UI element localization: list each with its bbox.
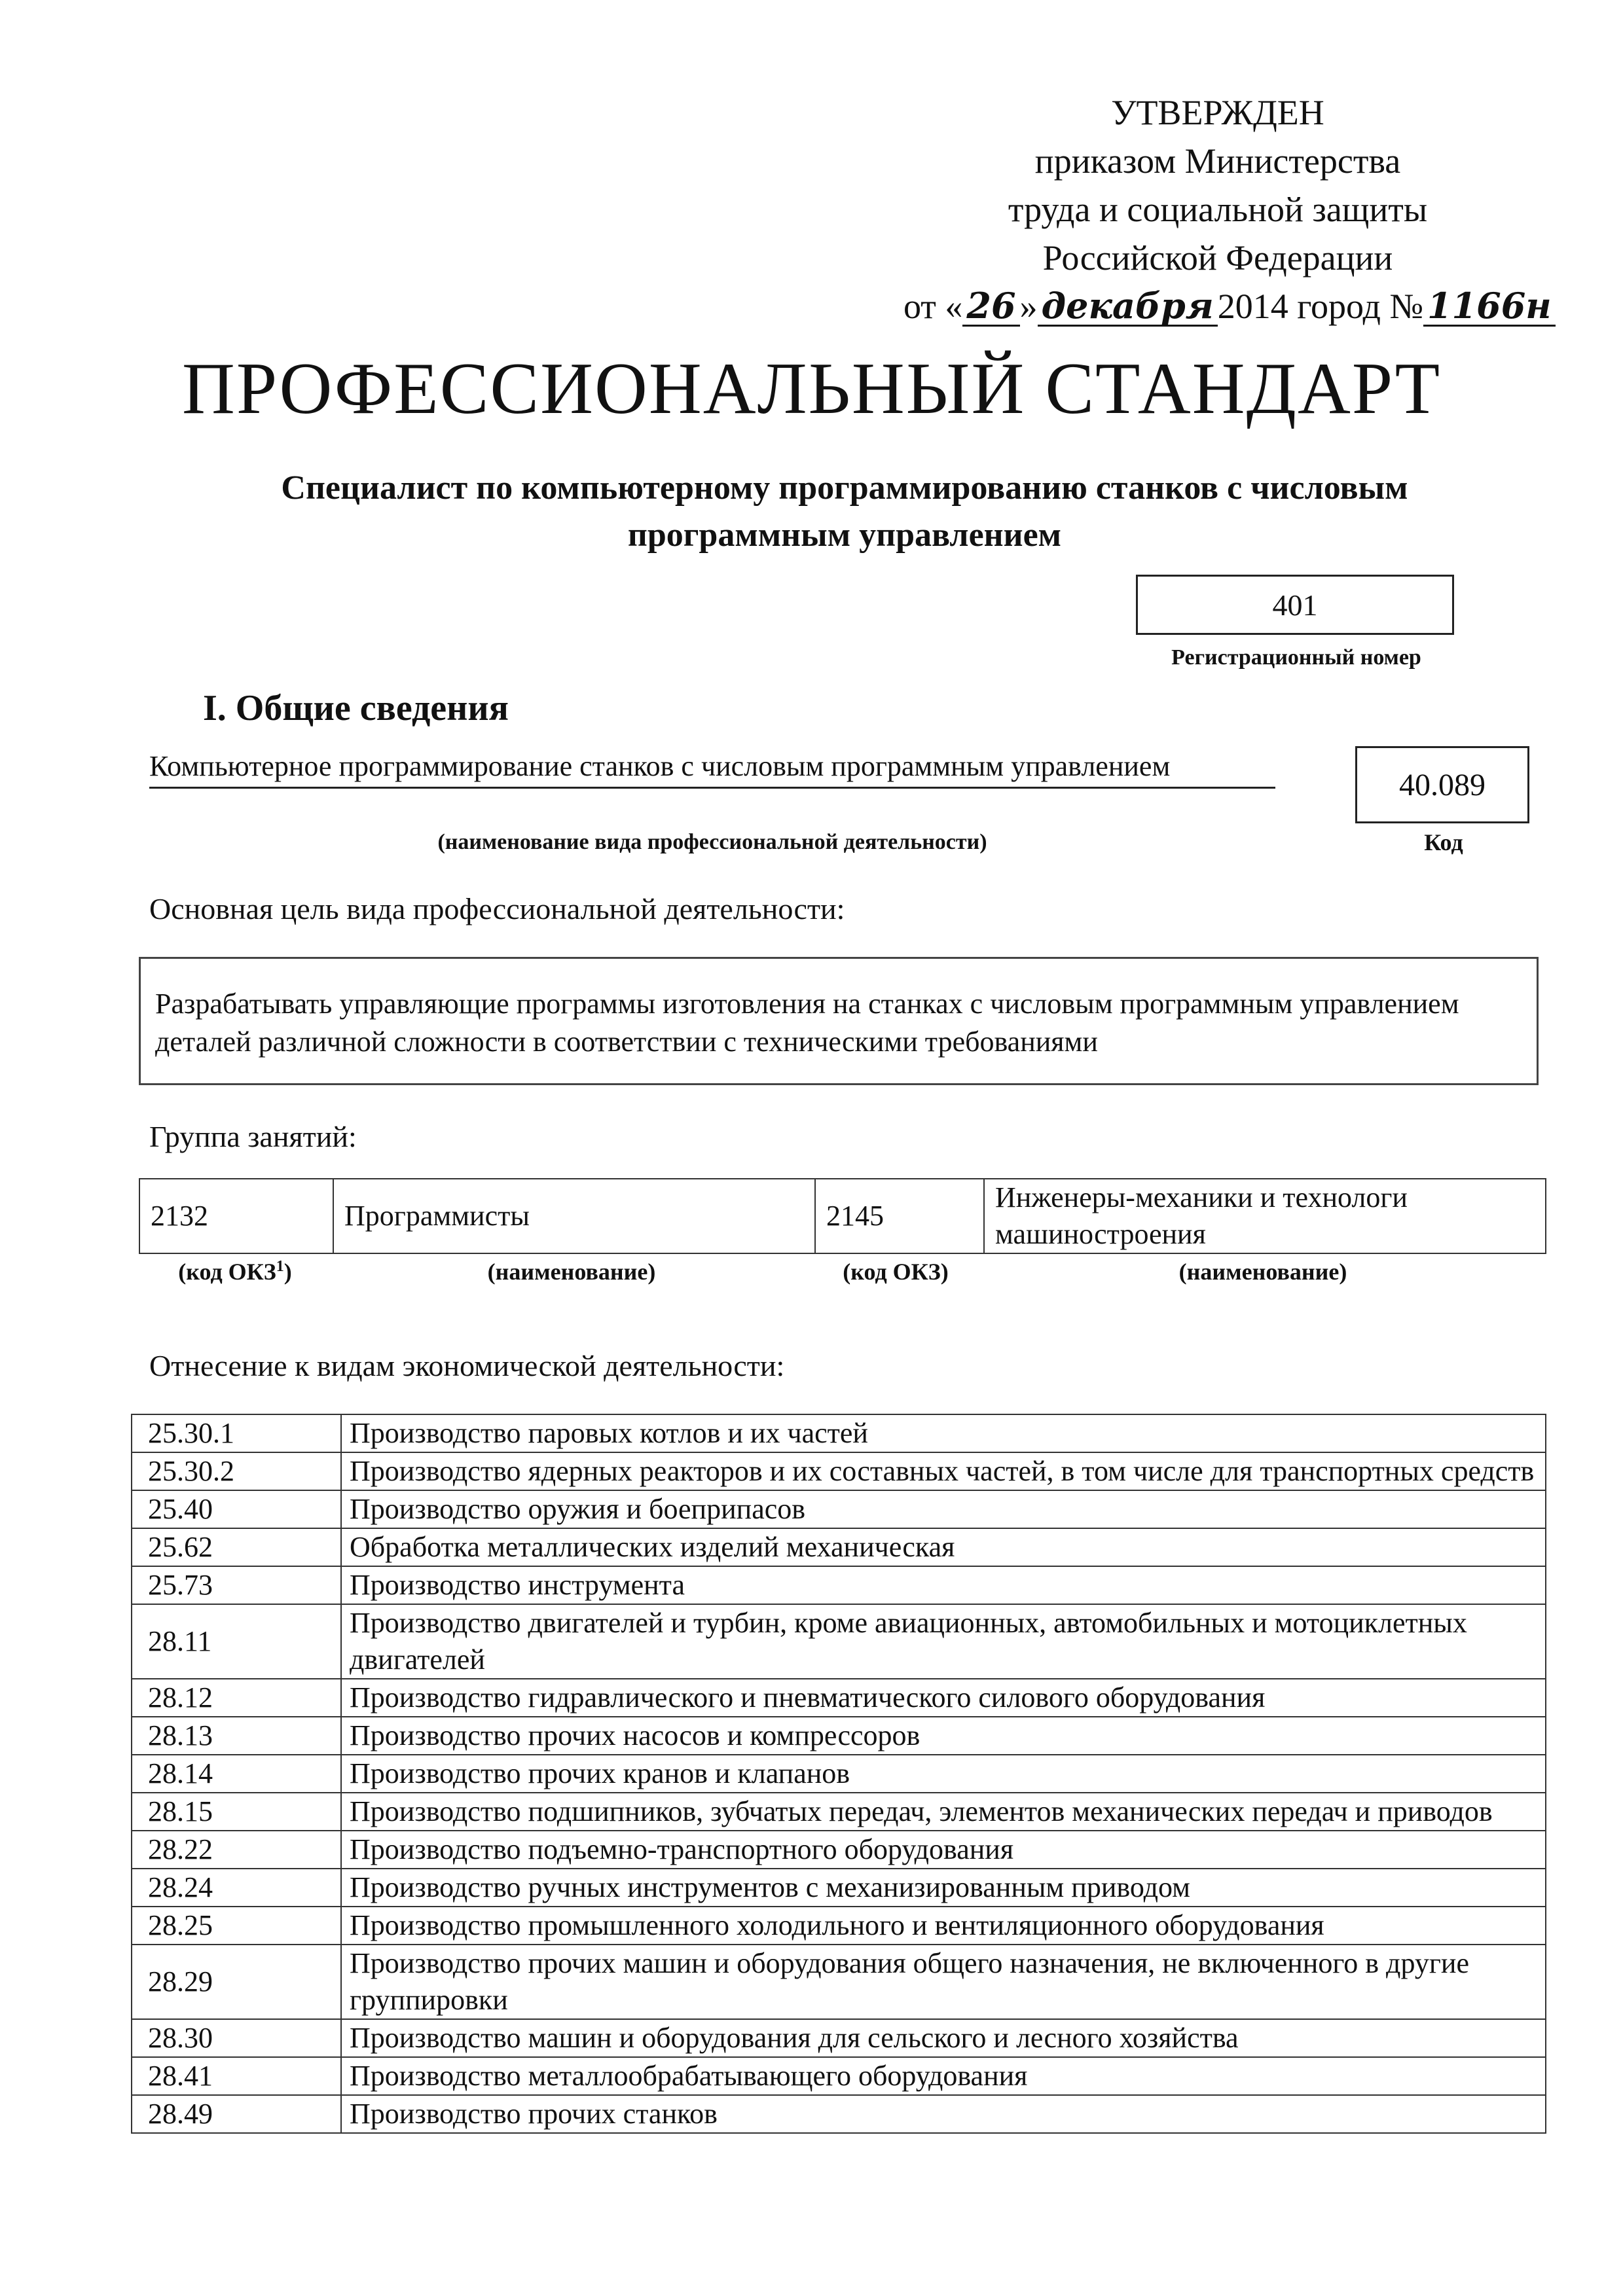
table-row [132,2095,1546,2133]
okved-name-cell: Производство машин и оборудования для сельского и лесного хозяйства [341,2019,1546,2057]
activity-code: 40.089 [1399,767,1486,802]
approval-line: труда и социальной защиты [1008,190,1428,229]
economic-activity-table [131,1414,1546,2134]
table-row [132,1945,1546,2019]
table-row [132,1414,1546,1452]
okved-code-cell: 25.40 [132,1490,341,1528]
document-subtitle: Специалист по компьютерному программированию станков с числовым программным управлением [281,469,1408,554]
registration-number-box [1136,575,1454,635]
table-row [132,1793,1546,1831]
table-row [132,1679,1546,1717]
table-row [132,2019,1546,2057]
okved-name-cell: Производство инструмента [341,1566,1546,1604]
okz-name-cell: Программисты [333,1179,815,1253]
okz-code-cell: 2132 [139,1179,333,1253]
table-row [132,1717,1546,1755]
date-year: 2014 город № [1217,287,1423,326]
activity-name: Компьютерное программирование станков с числовым программным управлением [149,747,1275,789]
table-row [132,1604,1546,1679]
okved-name-cell: Производство металлообрабатывающего оборудования [341,2057,1546,2095]
approval-line: Российской Федерации [1042,238,1393,278]
registration-number: 401 [1272,588,1318,622]
okved-name-cell: Производство промышленного холодильного и вентиляционного оборудования [341,1907,1546,1945]
activity-code-box [1355,746,1529,823]
okved-name-cell: Производство паровых котлов и их частей [341,1414,1546,1452]
occupation-group-table [139,1178,1546,1254]
date-prefix: от « [903,287,963,326]
okz-name-caption: (наименование) [487,1259,656,1285]
registration-caption: Регистрационный номер [1171,645,1421,670]
okved-code-cell: 28.24 [132,1869,341,1907]
okved-name-cell: Производство прочих кранов и клапанов [341,1755,1546,1793]
okz-name-caption: (наименование) [1178,1259,1347,1285]
approval-line: приказом Министерства [1034,141,1401,181]
goal-text: Разрабатывать управляющие программы изготовления на станках с числовым программным управлением деталей различной сложности в соответствии с техническими требованиями [155,988,1459,1058]
document-title: ПРОФЕССИОНАЛЬНЫЙ СТАНДАРТ [182,348,1441,429]
table-row [132,1528,1546,1566]
activity-caption: (наименование вида профессиональной деятельности) [437,830,987,854]
table-row [132,1566,1546,1604]
goal-box [139,957,1539,1085]
goal-heading: Основная цель вида профессиональной деятельности: [149,892,845,925]
okved-code-cell: 28.15 [132,1793,341,1831]
okved-code-cell: 28.25 [132,1907,341,1945]
okz-code-caption-close: ) [283,1259,292,1285]
footnote-mark: 1 [276,1258,284,1275]
okz-code-caption [139,1258,331,1285]
table-row [132,1869,1546,1907]
table-row [132,1490,1546,1528]
economic-activity-rows [132,1414,1546,2133]
okved-code-cell: 28.22 [132,1831,341,1869]
handwritten-month: декабря [1038,287,1218,327]
okved-code-cell: 25.30.1 [132,1414,341,1452]
okved-name-cell: Производство ручных инструментов с механизированным приводом [341,1869,1546,1907]
table-row [139,1179,1546,1253]
table-row [132,2057,1546,2095]
table-row [132,1452,1546,1490]
okved-name-cell: Производство гидравлического и пневматического силового оборудования [341,1679,1546,1717]
okved-name-cell: Производство ядерных реакторов и их составных частей, в том числе для транспортных средств [341,1452,1546,1490]
occupation-group-heading: Группа занятий: [149,1120,357,1153]
table-row [132,1831,1546,1869]
okved-code-cell: 25.62 [132,1528,341,1566]
handwritten-order-number: 1166н [1423,287,1556,327]
okved-name-cell: Производство оружия и боеприпасов [341,1490,1546,1528]
okved-code-cell: 28.12 [132,1679,341,1717]
table-row [132,1907,1546,1945]
okved-code-cell: 28.29 [132,1945,341,2019]
date-mid: » [1019,287,1038,326]
okved-code-cell: 25.30.2 [132,1452,341,1490]
handwritten-day: 26 [962,287,1019,327]
activity-code-caption: Код [1424,829,1463,855]
okved-name-cell: Обработка металлических изделий механическая [341,1528,1546,1566]
okved-name-cell: Производство двигателей и турбин, кроме авиационных, автомобильных и мотоциклетных двигателей [341,1604,1546,1679]
okved-code-cell: 28.13 [132,1717,341,1755]
okved-name-cell: Производство подъемно-транспортного оборудования [341,1831,1546,1869]
okved-code-cell: 28.30 [132,2019,341,2057]
okved-name-cell: Производство подшипников, зубчатых передач, элементов механических передач и приводов [341,1793,1546,1831]
okved-code-cell: 25.73 [132,1566,341,1604]
okved-name-cell: Производство прочих насосов и компрессоров [341,1717,1546,1755]
okved-name-cell: Производство прочих машин и оборудования общего назначения, не включенного в другие группировки [341,1945,1546,2019]
okved-code-cell: 28.14 [132,1755,341,1793]
okved-code-cell: 28.41 [132,2057,341,2095]
okz-code-cell: 2145 [815,1179,984,1253]
approval-date-line [903,282,1552,331]
approval-block [903,88,1552,331]
okved-name-cell: Производство прочих станков [341,2095,1546,2133]
okz-code-caption: (код ОКЗ) [843,1259,949,1285]
okz-name-cell: Инженеры-механики и технологи машиностроения [984,1179,1546,1253]
okved-code-cell: 28.49 [132,2095,341,2133]
okz-code-caption-text: (код ОКЗ [178,1259,276,1285]
okved-code-cell: 28.11 [132,1604,341,1679]
economic-activity-heading: Отнесение к видам экономической деятельности: [149,1349,785,1382]
table-row [132,1755,1546,1793]
approval-line: УТВЕРЖДЕН [1111,93,1324,132]
section-title: I. Общие сведения [203,688,509,728]
